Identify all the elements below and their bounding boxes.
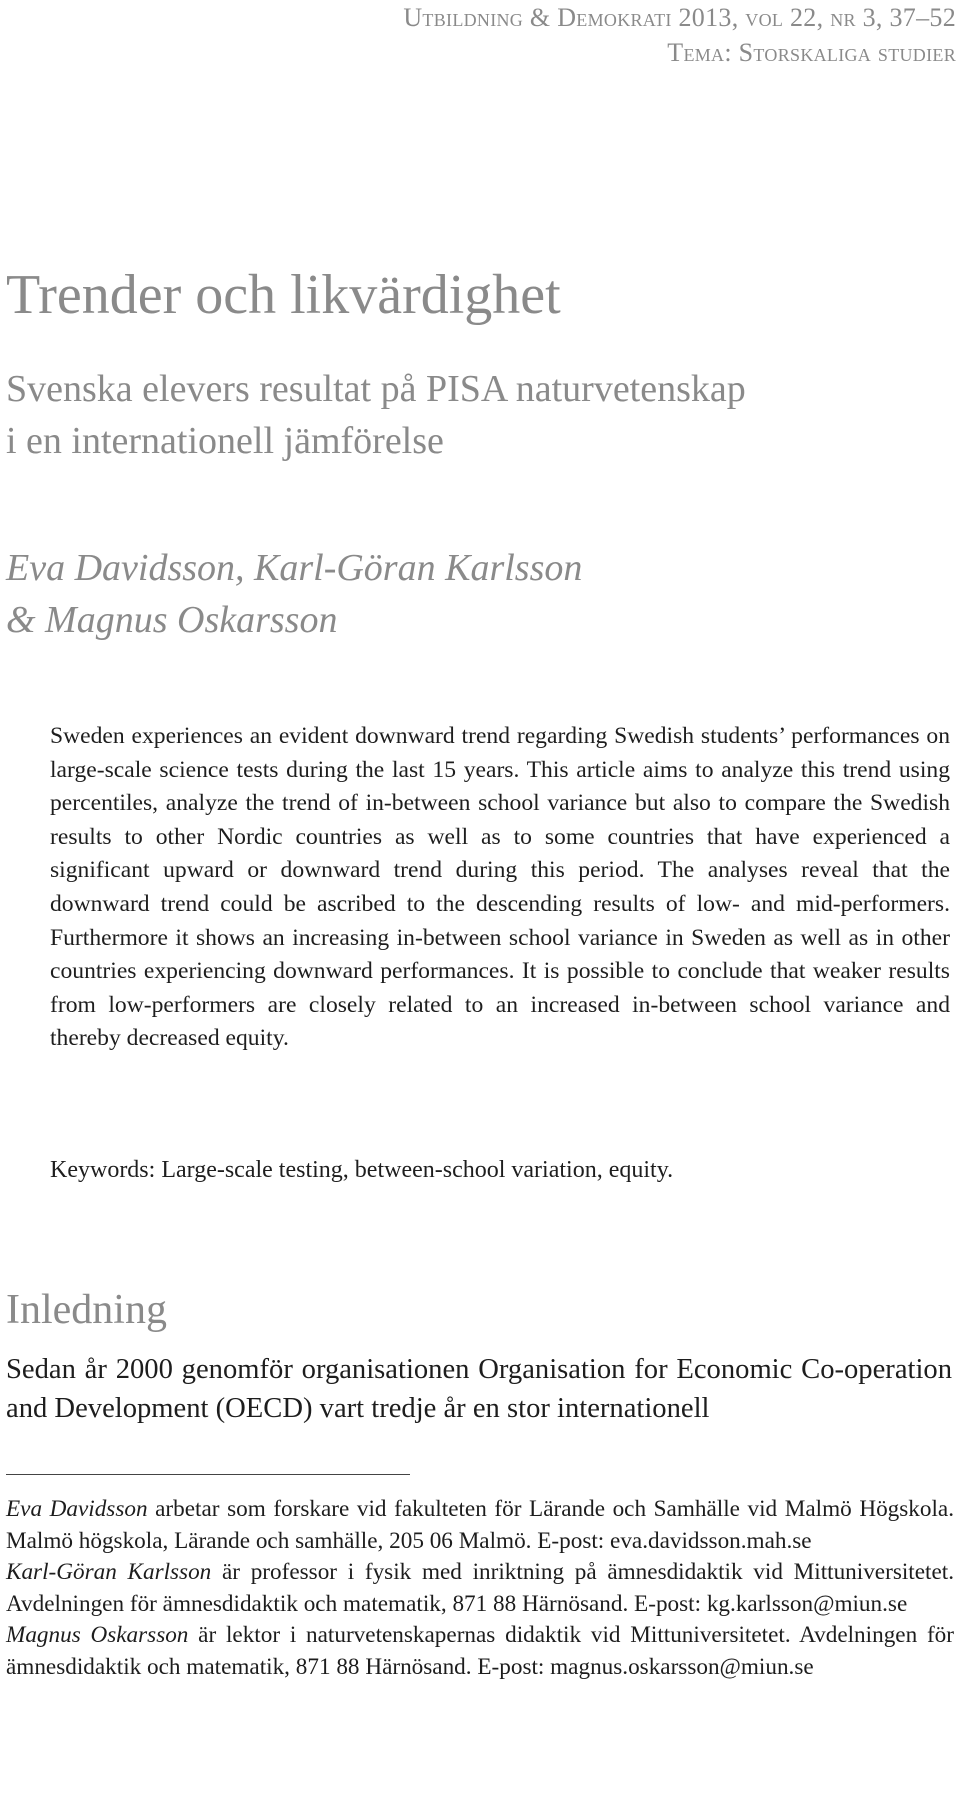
article-subtitle — [6, 363, 746, 467]
footnote-author-text: är professor i fysik med inriktning på ämnesdidaktik vid Mittuniversitetet. Avdelningen för ämnesdidaktik och matematik, 871 88 Härnösand. E-post: kg.karlsson@miun.se — [6, 1559, 954, 1617]
subtitle-line-2: i en internationell jämförelse — [6, 420, 444, 462]
article-authors — [6, 542, 582, 646]
footnote-author-1 — [6, 1494, 954, 1557]
footnote-author-text: arbetar som forskare vid fakulteten för Lärande och Samhälle vid Malmö Högskola. Malmö högskola, Lärande och samhälle, 205 06 Malmö. E-post: eva.davidsson.mah.se — [6, 1496, 954, 1554]
running-head-journal: Utbildning & Demokrati 2013, vol 22, nr 3, 37–52 — [403, 3, 956, 32]
footnote-author-2 — [6, 1557, 954, 1620]
authors-line-1: Eva Davidsson, Karl-Göran Karlsson — [6, 547, 583, 589]
abstract-text: Sweden experiences an evident downward trend regarding Swedish students’ performances on large-scale science tests during the last 15 years. This article aims to analyze this trend using percentiles, analyze the trend of in-between school variance but also to compare the Swedish results to other Nordic countries as well as to some countries that have experienced a significant upward or downward trend during this period. The analyses reveal that the downward trend could be ascribed to the descending results of low- and mid-performers. Furthermore it shows an increasing in-between school variance in Sweden as well as in other countries experiencing downward performances. It is possible to conclude that weaker results from low-performers are closely related to an increased in-between school variance and thereby decreased equity. — [50, 723, 950, 1052]
footnote-author-name: Magnus Oskarsson — [6, 1622, 189, 1649]
keywords: Keywords: Large-scale testing, between-school variation, equity. — [50, 1157, 674, 1183]
authors-line-2: & Magnus Oskarsson — [6, 599, 338, 641]
footnote-divider — [6, 1474, 410, 1475]
author-footnotes — [6, 1494, 954, 1684]
running-head — [403, 0, 956, 70]
footnote-author-3 — [6, 1620, 954, 1683]
article-title: Trender och likvärdighet — [6, 264, 561, 326]
subtitle-line-1: Svenska elevers resultat på PISA naturvetenskap — [6, 368, 746, 410]
footnote-author-name: Karl-Göran Karlsson — [6, 1559, 212, 1586]
footnote-author-name: Eva Davidsson — [6, 1496, 148, 1522]
section-heading: Inledning — [6, 1287, 167, 1333]
running-head-theme: Tema: Storskaliga studier — [667, 38, 956, 67]
section-body-text: Sedan år 2000 genomför organisationen Organisation for Economic Co-operation and Development (OECD) vart tredje år en stor internationell — [6, 1354, 952, 1424]
footnote-author-text: är lektor i naturvetenskapernas didaktik vid Mittuniversitetet. Avdelningen för ämnesdidaktik och matematik, 871 88 Härnösand. E-post: magnus.oskarsson@miun.se — [6, 1622, 954, 1680]
